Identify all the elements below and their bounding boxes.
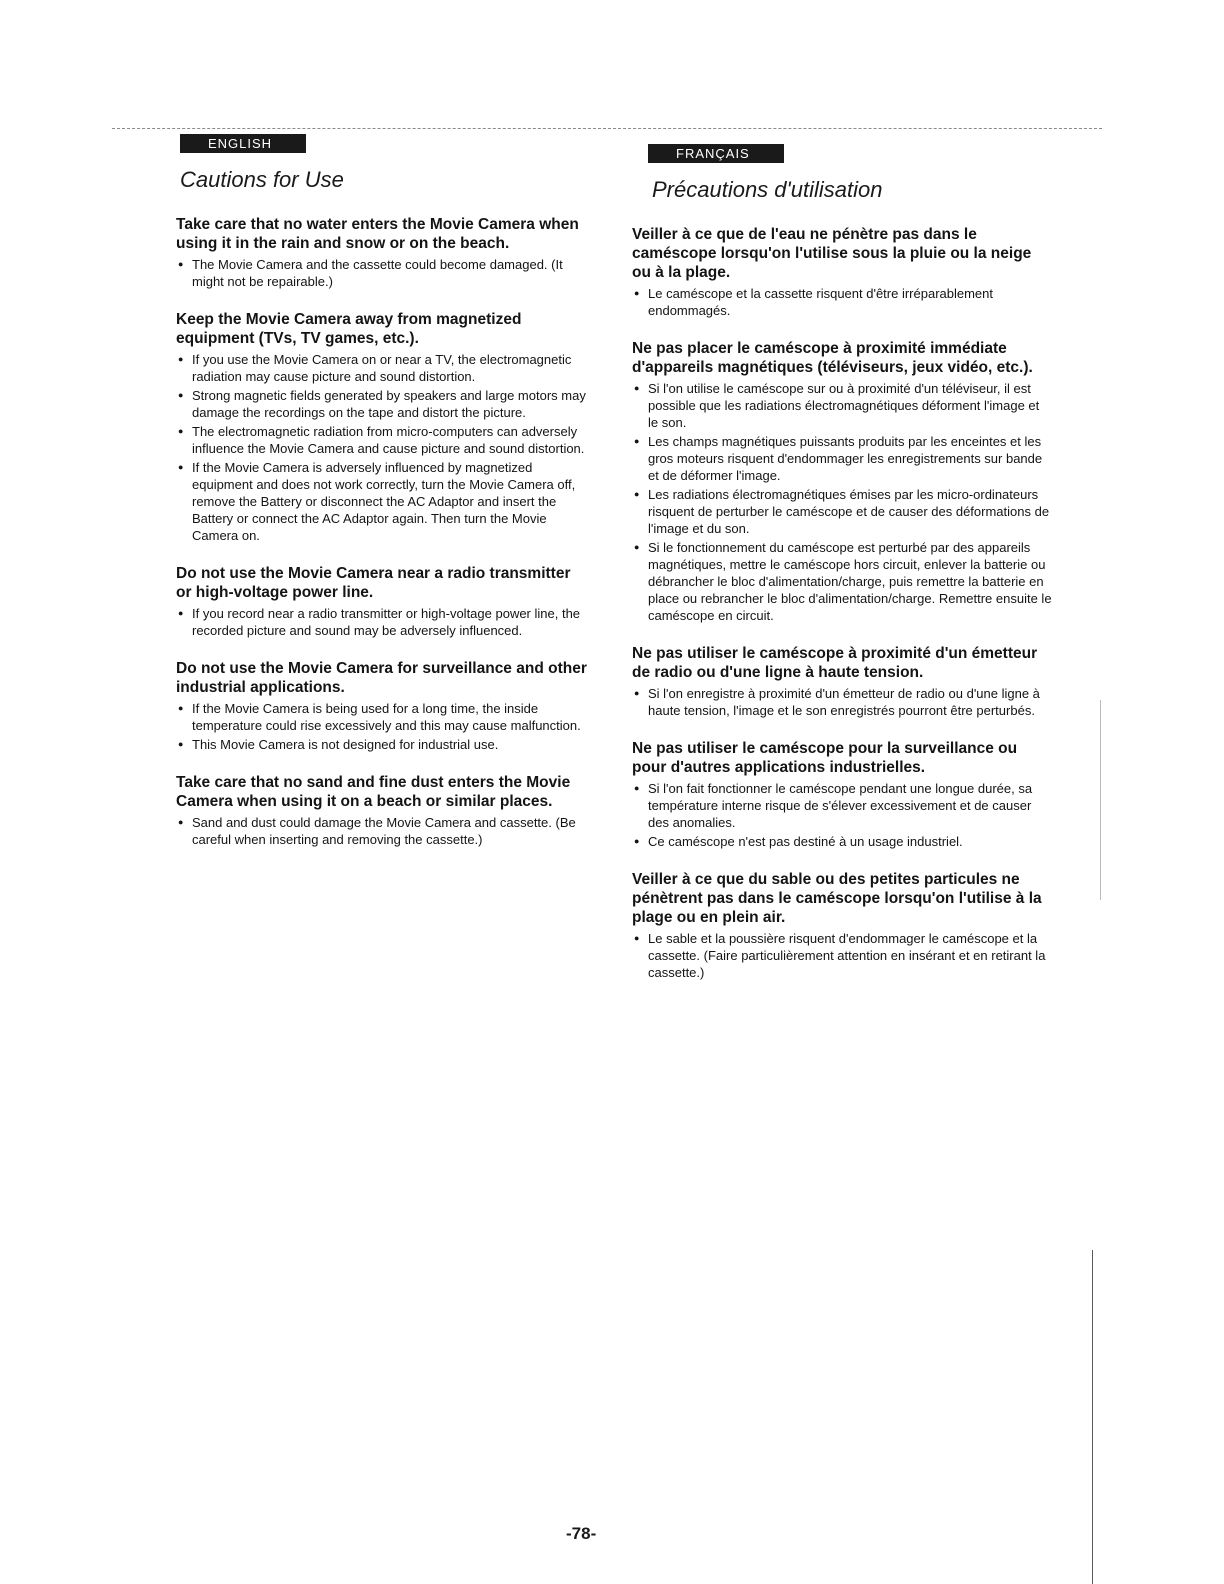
section-heading: Keep the Movie Camera away from magnetized equipment (TVs, TV games, etc.). <box>176 311 522 347</box>
english-column <box>160 134 590 868</box>
margin-mark <box>1100 700 1101 900</box>
bullet-item: ● If the Movie Camera is being used for a long time, the inside temperature could rise excessively and this may cause malfunction. <box>176 700 590 734</box>
french-section <box>632 870 1052 981</box>
french-section <box>632 339 1052 624</box>
english-section <box>160 310 590 544</box>
bullet-item: ● Si l'on utilise le caméscope sur ou à proximité d'un téléviseur, il est possible que les radiations électromagnétiques déforment l'image et le son. <box>632 380 1052 431</box>
bullet-list <box>632 685 1052 719</box>
bullet-item: ● If you use the Movie Camera on or near a TV, the electromagnetic radiation may cause picture and sound distortion. <box>176 351 590 385</box>
bullet-item: ● Le sable et la poussière risquent d'endommager le caméscope et la cassette. (Faire particulièrement attention en insérant et en retirant la cassette.) <box>632 930 1052 981</box>
bullet-list <box>176 814 590 848</box>
section-heading: Take care that no sand and fine dust enters the Movie Camera when using it on a beach or similar places. <box>176 774 571 810</box>
english-section <box>160 564 590 639</box>
bullet-list <box>176 256 590 290</box>
bullet-item: ● Le caméscope et la cassette risquent d'être irréparablement endommagés. <box>632 285 1052 319</box>
bullet-list <box>632 285 1052 319</box>
bullet-item: ● Les radiations électromagnétiques émises par les micro-ordinateurs risquent de perturber le caméscope et de causer des déformations de l'image et du son. <box>632 486 1052 537</box>
english-section <box>160 773 590 848</box>
french-column <box>632 144 1052 1001</box>
english-section <box>160 215 590 290</box>
bullet-item: ● Si le fonctionnement du caméscope est perturbé par des appareils magnétiques, mettre le caméscope hors circuit, enlever la batterie ou débrancher le bloc d'alimentation/charge, puis remettre la batterie en place ou rebrancher le bloc d'alimentation/charge. Remettre ensuite le caméscope en circuit. <box>632 539 1052 624</box>
french-section <box>632 644 1052 719</box>
english-sections <box>160 215 590 848</box>
section-heading: Ne pas utiliser le caméscope à proximité d'un émetteur de radio ou d'une ligne à haute tension. <box>632 645 1038 681</box>
bullet-list <box>176 605 590 639</box>
section-heading: Veiller à ce que de l'eau ne pénètre pas dans le caméscope lorsqu'on l'utilise sous la pluie ou la neige ou à la plage. <box>632 226 1032 281</box>
bullet-list <box>632 780 1052 850</box>
section-heading: Ne pas utiliser le caméscope pour la surveillance ou pour d'autres applications industrielles. <box>632 740 1018 776</box>
french-section <box>632 739 1052 850</box>
bullet-item: ● If you record near a radio transmitter or high-voltage power line, the recorded picture and sound may be adversely influenced. <box>176 605 590 639</box>
section-heading: Ne pas placer le caméscope à proximité immédiate d'appareils magnétiques (téléviseurs, jeux vidéo, etc.). <box>632 340 1033 376</box>
bullet-item: ● The electromagnetic radiation from micro-computers can adversely influence the Movie Camera and cause picture and sound distortion. <box>176 423 590 457</box>
bullet-item: ● The Movie Camera and the cassette could become damaged. (It might not be repairable.) <box>176 256 590 290</box>
bullet-list <box>176 351 590 544</box>
french-title: Précautions d'utilisation <box>652 177 883 202</box>
bullet-list <box>632 930 1052 981</box>
section-heading: Veiller à ce que du sable ou des petites particules ne pénètrent pas dans le caméscope lorsqu'on l'utilise à la plage ou en plein air. <box>632 871 1042 926</box>
bullet-item: ● Ce caméscope n'est pas destiné à un usage industriel. <box>632 833 1052 850</box>
bullet-item: ● If the Movie Camera is adversely influenced by magnetized equipment and does not work correctly, turn the Movie Camera off, remove the Battery or disconnect the AC Adaptor and insert the Battery or connect the AC Adaptor again. Then turn the Movie Camera on. <box>176 459 590 544</box>
french-badge: FRANÇAIS <box>648 144 784 163</box>
bullet-item: ● Sand and dust could damage the Movie Camera and cassette. (Be careful when inserting and removing the cassette.) <box>176 814 590 848</box>
bullet-list <box>632 380 1052 624</box>
english-section <box>160 659 590 753</box>
bullet-item: ● Les champs magnétiques puissants produits par les enceintes et les gros moteurs risquent d'endommager les enregistrements sur bande et de déformer l'image. <box>632 433 1052 484</box>
bullet-item: ● Si l'on fait fonctionner le caméscope pendant une longue durée, sa température interne risque de s'élever excessivement et de causer des anomalies. <box>632 780 1052 831</box>
bullet-item: ● This Movie Camera is not designed for industrial use. <box>176 736 590 753</box>
section-heading: Take care that no water enters the Movie Camera when using it in the rain and snow or on the beach. <box>176 216 579 252</box>
bullet-item: ● Si l'on enregistre à proximité d'un émetteur de radio ou d'une ligne à haute tension, l'image et le son enregistrés pourront être perturbés. <box>632 685 1052 719</box>
section-heading: Do not use the Movie Camera near a radio transmitter or high-voltage power line. <box>176 565 571 601</box>
binding-edge-line <box>1092 1250 1093 1584</box>
header-rule <box>112 128 1102 129</box>
section-heading: Do not use the Movie Camera for surveillance and other industrial applications. <box>176 660 587 696</box>
english-badge: ENGLISH <box>180 134 306 153</box>
bullet-list <box>176 700 590 753</box>
page-number: -78- <box>566 1524 597 1543</box>
french-sections <box>632 225 1052 981</box>
english-title: Cautions for Use <box>180 167 344 192</box>
bullet-item: ● Strong magnetic fields generated by speakers and large motors may damage the recordings on the tape and distort the picture. <box>176 387 590 421</box>
french-section <box>632 225 1052 319</box>
